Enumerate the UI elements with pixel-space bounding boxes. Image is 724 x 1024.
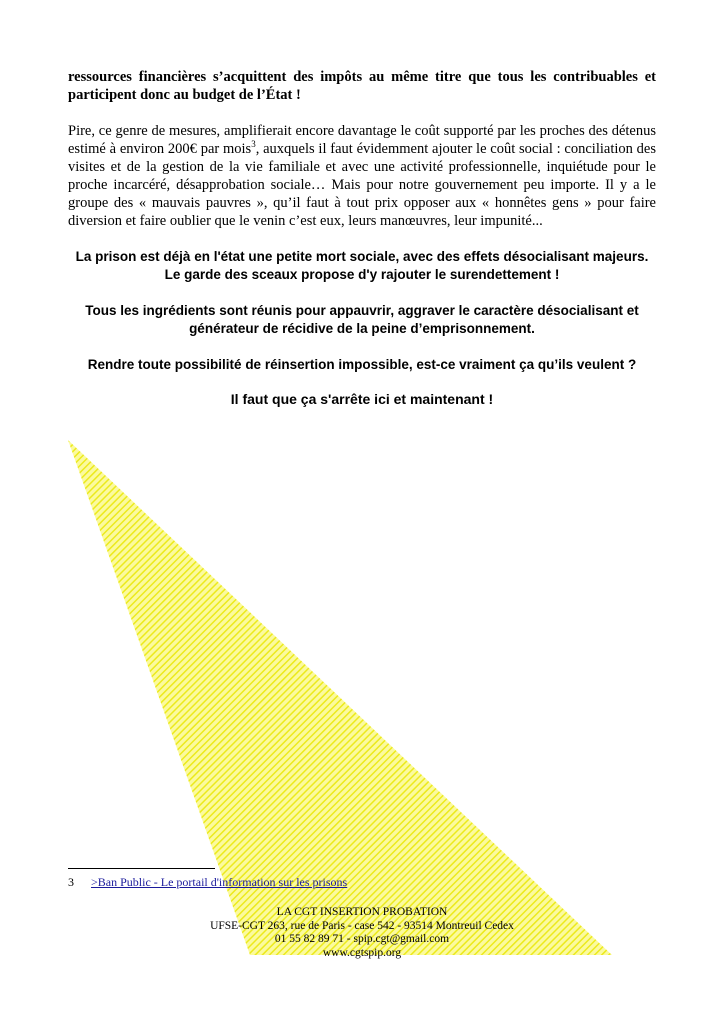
footer-org: LA CGT INSERTION PROBATION: [276, 906, 448, 918]
statement-ingredients: Tous les ingrédients sont réunis pour appauvrir, aggraver le caractère désocialisant et générateur de récidive de la peine d’emprisonnement.: [85, 303, 639, 336]
footnote: [68, 875, 347, 889]
footnote-number: 3: [68, 875, 74, 889]
paragraph-costs: Pire, ce genre de mesures, amplifierait encore davantage le coût supporté par les proches des détenus estimé à environ 200€ par mois$^3$, auxquels il faut évidemment ajouter le coût social : conciliation des visites et de la gestion de la vie familiale et avec une activité professionnelle, inquiétude pour le proche incarcéré, désapprobation sociale… Mais pour notre gouvernement peu importe. Il y a le groupe des « mauvais pauvres », qu’il faut à tout prix opposer aux « honnêtes gens » pour faire diversion et faire oublier que le venin c’est eux, leurs manœuvres, leur impunité...: [68, 123, 656, 229]
statement-stop: Il faut que ça s'arrête ici et maintenant !: [230, 391, 494, 407]
footnote-divider: [68, 868, 215, 869]
paragraph-intro: ressources financières s’acquittent des impôts au même titre que tous les contribuables et participent donc au budget de l’État !: [68, 69, 656, 103]
body-content: [68, 68, 656, 408]
page-footer: [0, 906, 724, 960]
footnote-link[interactable]: >Ban Public - Le portail d'information sur les prisons: [91, 875, 348, 889]
statement-prison: La prison est déjà en l'état une petite mort sociale, avec des effets désocialisant majeurs. Le garde des sceaux propose d'y rajouter le surendettement !: [75, 249, 649, 282]
footer-website: www.cgtspip.org: [322, 946, 402, 959]
footer-address: UFSE-CGT 263, rue de Paris - case 542 - 93514 Montreuil Cedex: [210, 919, 514, 932]
statement-reinsertion: Rendre toute possibilité de réinsertion impossible, est-ce vraiment ça qu’ils veulent ?: [87, 357, 637, 372]
footer-contact: 01 55 82 89 71 - spip.cgt@gmail.com: [274, 933, 450, 945]
footnote-ref[interactable]: 3: [251, 139, 256, 150]
